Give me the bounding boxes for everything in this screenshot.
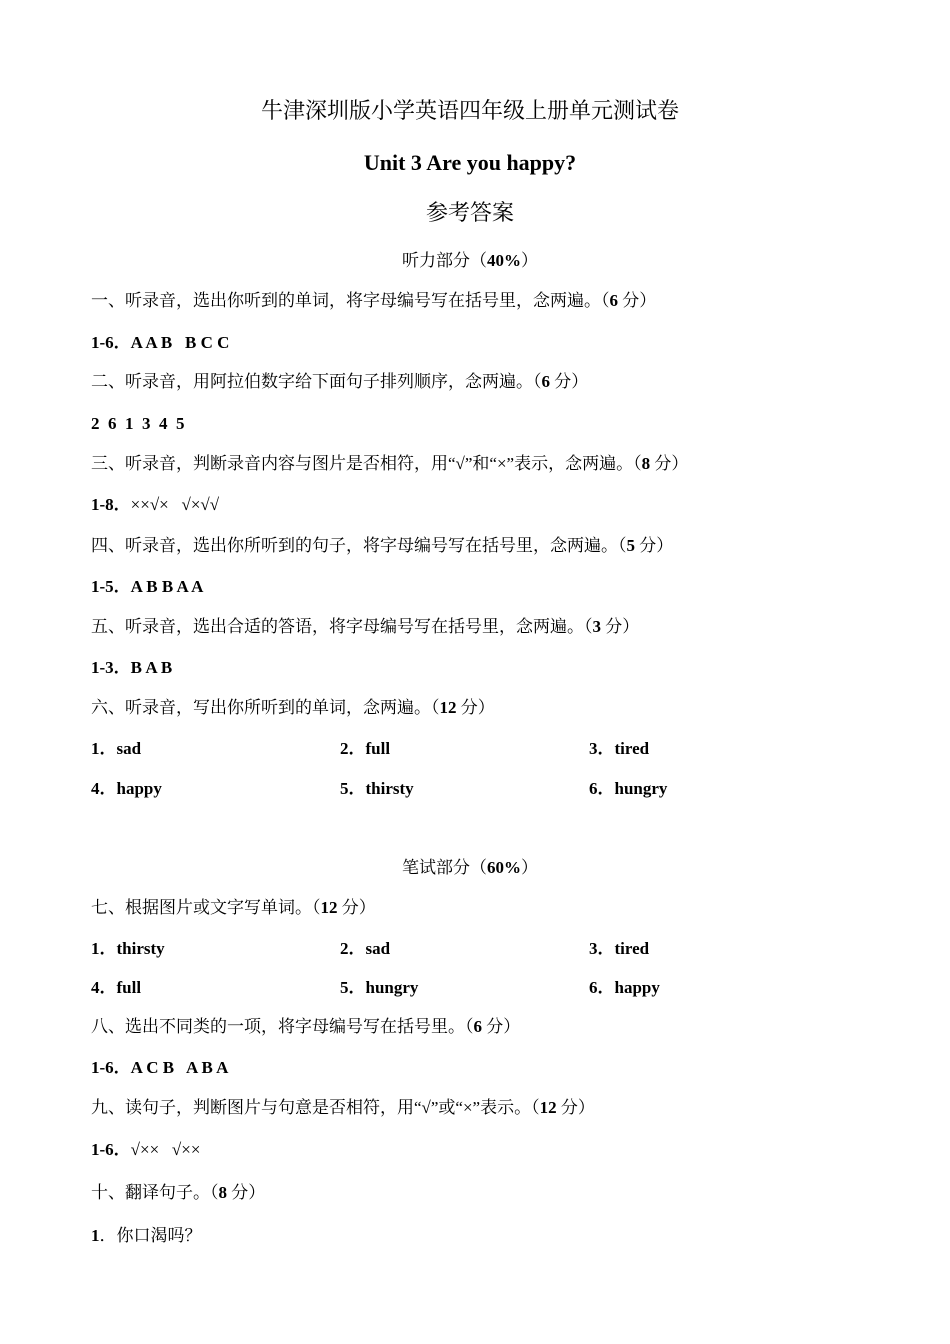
q2-heading	[91, 370, 588, 394]
listening-heading	[0, 249, 940, 273]
q6-answer: 5．thirsty	[340, 779, 414, 798]
unit-title: Unit 3 Are you happy?	[363, 150, 577, 175]
answer-text: A C B A B A	[130, 1058, 229, 1077]
q-text: 一、听录音，选出你听到的单词，将字母编号写在括号里，念两遍。（	[91, 291, 610, 310]
q9-heading	[91, 1096, 595, 1120]
answer-label: 1-8．	[91, 495, 131, 514]
q-score: 6	[473, 1017, 482, 1036]
answer-text: A B B A A	[130, 577, 204, 596]
doc-title: 牛津深圳版小学英语四年级上册单元测试卷	[260, 98, 679, 123]
q4-answer	[91, 575, 203, 599]
q-text: 八、选出不同类的一项，将字母编号写在括号里。（	[91, 1017, 474, 1036]
writing-heading	[0, 856, 940, 880]
q3-answer	[91, 493, 219, 517]
heading-label: 听力部分（	[402, 251, 487, 270]
q7-heading	[91, 896, 376, 920]
q7-answer: 5．hungry	[340, 978, 419, 997]
heading-close: ）	[521, 251, 538, 270]
q6-answer: 1．sad	[91, 739, 142, 758]
q10-item	[91, 1224, 202, 1248]
q-score: 6	[541, 372, 550, 391]
q-text: 二、听录音，用阿拉伯数字给下面句子排列顺序，念两遍。（	[91, 372, 542, 391]
heading-close: ）	[521, 858, 538, 877]
item-text: ．你口渴吗？	[99, 1226, 202, 1245]
answer-label: 1-6．	[91, 1058, 131, 1077]
q6-answer: 2．full	[340, 739, 391, 758]
q-text: 五、听录音，选出合适的答语，将字母编号写在括号里，念两遍。（	[91, 617, 593, 636]
q-unit: 分）	[650, 454, 689, 473]
q7-answer: 3．tired	[589, 939, 650, 958]
q8-heading	[91, 1015, 520, 1039]
q-unit: 分）	[635, 536, 674, 555]
q5-heading	[91, 615, 639, 639]
item-number: 1	[91, 1226, 100, 1245]
answer-text: ××√× √×√√	[130, 495, 220, 514]
q-unit: 分）	[550, 372, 589, 391]
q6-answer: 6．hungry	[589, 779, 668, 798]
answer-label: 1-6．	[91, 1140, 131, 1159]
q-score: 5	[626, 536, 635, 555]
q-score: 8	[641, 454, 651, 473]
q7-answer: 4．full	[91, 978, 142, 997]
q-unit: 分）	[227, 1183, 266, 1202]
q7-answer: 6．happy	[589, 978, 660, 997]
q6-answer: 3．tired	[589, 739, 650, 758]
q-unit: 分）	[618, 291, 657, 310]
q-unit: 分）	[456, 698, 495, 717]
answer-label: 1-6．	[91, 333, 131, 352]
q1-answer	[91, 331, 229, 355]
answer-label: 1-5．	[91, 577, 131, 596]
q10-heading	[91, 1181, 265, 1205]
q-text: 七、根据图片或文字写单词。（	[91, 898, 321, 917]
q6-heading	[91, 696, 495, 720]
q-score: 12	[539, 1098, 557, 1117]
q5-answer	[91, 656, 172, 680]
q-text: 六、听录音，写出你所听到的单词，念两遍。（	[91, 698, 440, 717]
q-unit: 分）	[337, 898, 376, 917]
subtitle: 参考答案	[425, 200, 514, 225]
answer-text: B A B	[130, 658, 173, 677]
q-score: 6	[609, 291, 618, 310]
heading-pct: 40%	[487, 251, 521, 270]
q1-heading	[91, 289, 656, 313]
q2-answer: 2 6 1 3 4 5	[91, 414, 185, 433]
q7-answer: 1．thirsty	[91, 939, 165, 958]
heading-pct: 60%	[487, 858, 521, 877]
q7-answer: 2．sad	[340, 939, 391, 958]
q-unit: 分）	[482, 1017, 521, 1036]
q-unit: 分）	[556, 1098, 595, 1117]
q-text: 四、听录音，选出你所听到的句子，将字母编号写在括号里，念两遍。（	[91, 536, 627, 555]
q-text: 三、听录音，判断录音内容与图片是否相符，用“√”和“×”表示，念两遍。（	[91, 454, 642, 473]
q-score: 12	[320, 898, 338, 917]
q6-answer: 4．happy	[91, 779, 162, 798]
q-score: 3	[592, 617, 601, 636]
answer-text: A A B B C C	[130, 333, 230, 352]
q4-heading	[91, 534, 673, 558]
q-score: 8	[218, 1183, 227, 1202]
q9-answer	[91, 1138, 200, 1162]
q3-heading	[91, 452, 688, 476]
answer-text: √×× √××	[130, 1140, 201, 1159]
q-text: 十、翻译句子。（	[91, 1183, 219, 1202]
heading-label: 笔试部分（	[402, 858, 487, 877]
q-score: 12	[439, 698, 457, 717]
q-text: 九、读句子，判断图片与句意是否相符，用“√”或“×”表示。（	[91, 1098, 540, 1117]
q-unit: 分）	[601, 617, 640, 636]
q8-answer	[91, 1056, 228, 1080]
answer-label: 1-3．	[91, 658, 131, 677]
